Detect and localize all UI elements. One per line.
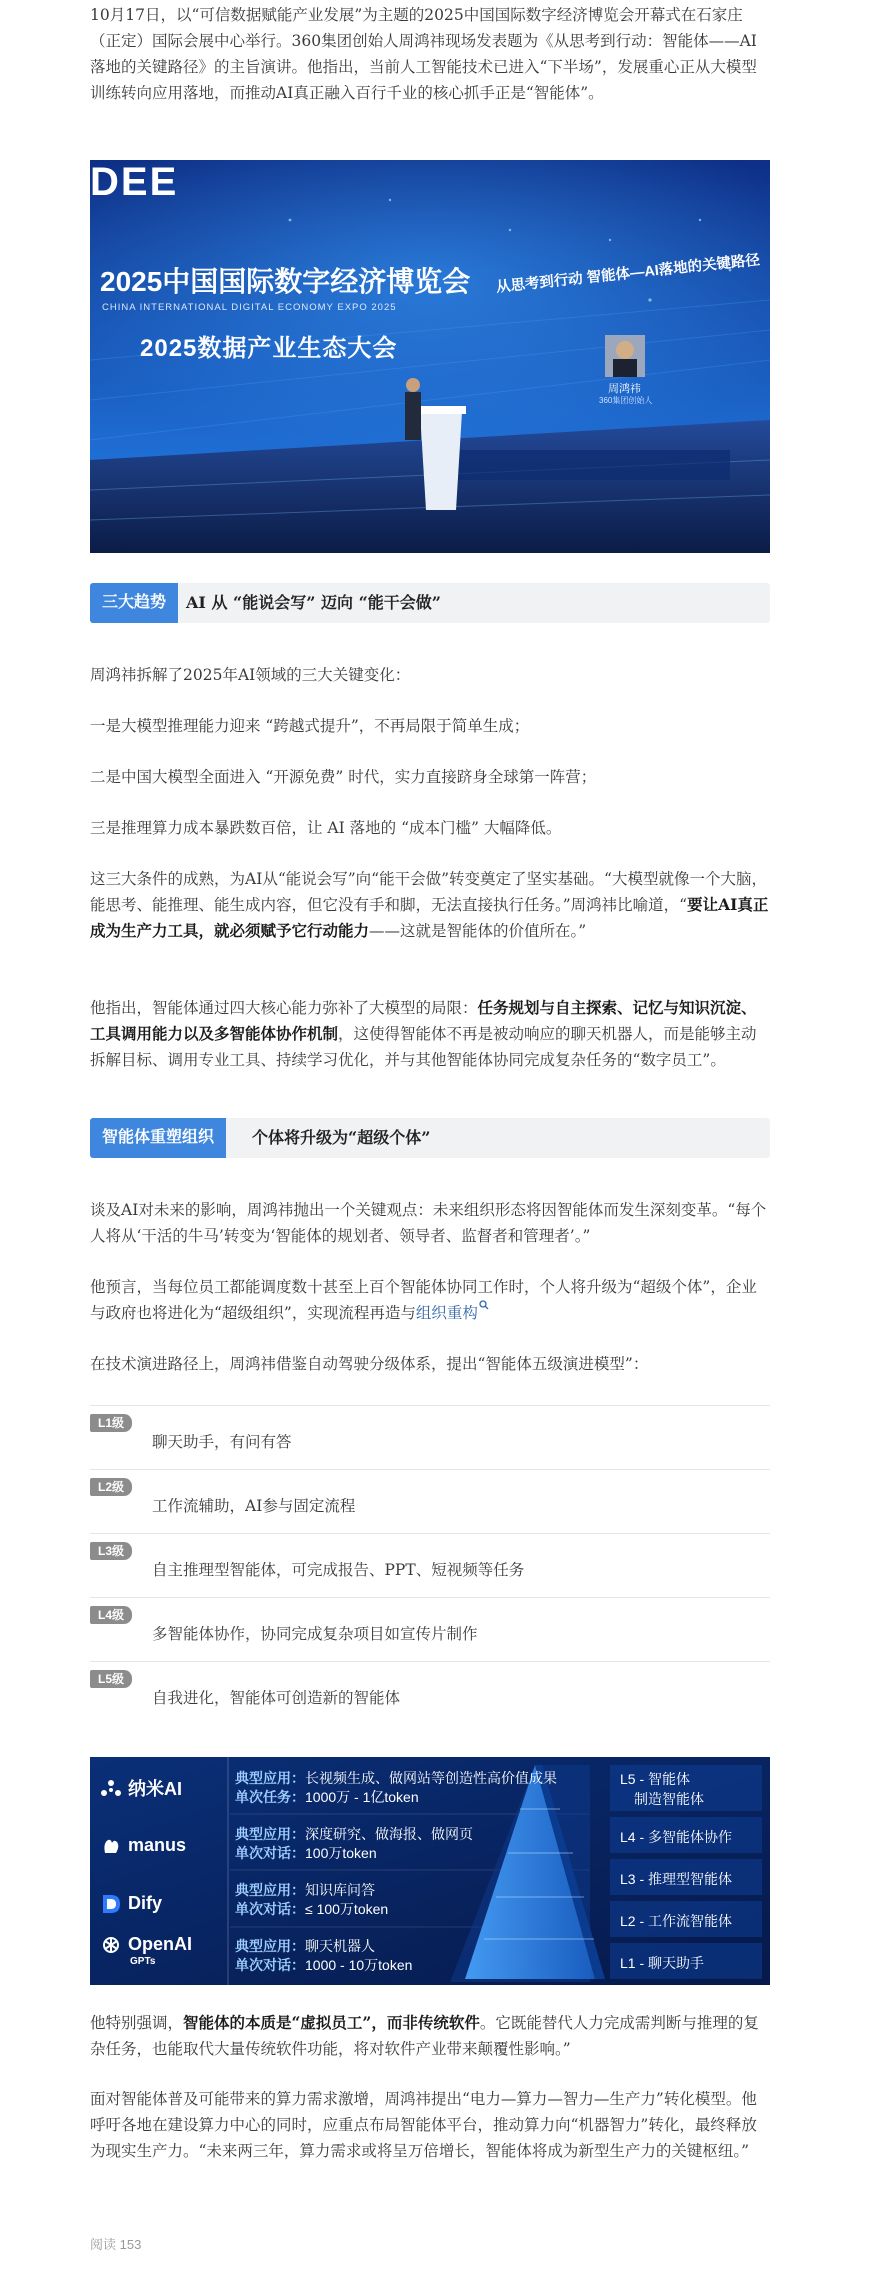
trend-3-paragraph: 三是推理算力成本暴跌数百倍，让 AI 落地的 “成本门槛” 大幅降低。 [90,819,562,837]
trend-2-paragraph: 二是中国大模型全面进入 “开源免费” 时代，实力直接跻身全球第一阵营； [90,768,597,786]
foundation-paragraph [90,866,770,944]
level-text: 自主推理型智能体，可完成报告、PPT、短视频等任务 [152,1561,525,1579]
app-value: 长视频生成、做网站等创造性高价值成果 [305,1770,557,1786]
level-text: 自我进化，智能体可创造新的智能体 [152,1689,401,1707]
level-badge: L5级 [90,1670,132,1688]
magnifier-icon[interactable] [479,1300,489,1310]
app-value: 1000 - 10万token [305,1957,413,1973]
brand-name: OpenAI [128,1934,193,1954]
bold-emphasis: 任务规划与自主探索、记忆与知识沉淀、工具调用能力以及多智能体协作机制 [90,998,757,1043]
compute-paragraph: 面对智能体普及可能带来的算力需求激增，周鸿祎提出“电力—算力—智力—生产力”转化模型。他呼吁各地在建设算力中心的同时，应重点布局智能体平台，推动算力向“机器智力”转化，最终释放为现实生产力。“未来两三年，算力需求或将呈万倍增长，智能体将成为新型生产力的关键枢纽。” [90,2090,757,2160]
text-run: ，这使得智能体不再是被动响应的聊天机器人，而是能够主动拆解目标、调用专业工具、持续学习优化，并与其他智能体协同完成复杂任务的“数字员工”。 [90,1025,757,1069]
level-row [90,1469,770,1530]
level-badge: L1级 [90,1414,132,1432]
brand-nano-ai [100,1767,222,1811]
brand-openai [100,1933,222,1977]
predict-paragraph [90,1274,770,1326]
app-value: 知识库问答 [305,1882,375,1898]
dify-logo-icon [100,1893,122,1915]
text-run: 。它既能替代人力完成需判断与推理的复杂任务，也能取代大量传统软件功能，将对软件产业带来颠覆性影响。” [90,2014,759,2058]
app-block-l3 [235,1881,388,1919]
level-text: 聊天助手，有问有答 [152,1433,292,1451]
expo-title-en: CHINA INTERNATIONAL DIGITAL ECONOMY EXPO 2025 [102,302,397,313]
text-run: ——这就是智能体的价值所在。” [369,922,587,940]
app-value: 聊天机器人 [305,1938,375,1954]
brand-manus [100,1823,222,1867]
section-heading-organization [90,1118,770,1158]
level-row [90,1661,770,1722]
level-badge: L3级 [90,1542,132,1560]
app-key: 典型应用： [235,1938,305,1954]
brand-dify [100,1881,222,1925]
text-run: 他特别强调， [90,2014,184,2032]
bold-emphasis: 智能体的本质是“虚拟员工”，而非传统软件 [183,2013,480,2032]
tier-label-l1: L1 - 聊天助手 [620,1955,705,1971]
app-value: 100万token [305,1845,377,1861]
app-value: ≤ 100万token [305,1901,389,1917]
brand-name: manus [128,1835,187,1855]
future-paragraph: 谈及AI对未来的影响，周鸿祎抛出一个关键观点：未来组织形态将因智能体而发生深刻变革。“每个人将从‘干活的牛马’转变为‘智能体的规划者、领导者、监督者和管理者’。” [90,1201,767,1245]
level-row [90,1405,770,1466]
bold-emphasis: 要让AI真正成为生产力工具，就必须赋予它行动能力 [90,895,769,940]
speaker-name: 周鸿祎 [608,383,641,395]
section-heading-trends [90,583,770,623]
brand-name: Dify [128,1893,163,1913]
level-badge: L2级 [90,1478,132,1496]
section-title: 个体将升级为“超级个体” [252,1128,431,1147]
app-key: 单次任务： [235,1789,305,1805]
text-run: 这三大条件的成熟，为AI从“能说会写”向“能干会做”转变奠定了坚实基础。“大模型就像一个大脑，能思考、能推理、能生成内容，但它没有手和脚，无法直接执行任务。”周鸿祎比喻道，“ [90,870,767,914]
level-row [90,1533,770,1594]
nano-ai-logo-icon [100,1779,122,1801]
brand-name: 纳米AI [128,1779,182,1799]
levels-intro-paragraph: 在技术演进路径上，周鸿祎借鉴自动驾驶分级体系，提出“智能体五级演进模型”： [90,1355,649,1373]
app-block-l4 [235,1825,473,1863]
text-run: 他预言，当每位员工都能调度数十甚至上百个智能体协同工作时，个人将升级为“超级个体”，企业与政府也将进化为“超级组织”，实现流程再造与 [90,1278,757,1322]
tier-label-l2: L2 - 工作流智能体 [620,1913,733,1929]
app-value: 1000万 - 1亿token [305,1789,419,1805]
openai-logo-icon [100,1934,122,1956]
app-key: 典型应用： [235,1882,305,1898]
app-key: 单次对话： [235,1845,305,1861]
expo-title-cn: 2025中国国际数字经济博览会 [100,266,471,297]
tier-label-l4: L4 - 多智能体协作 [620,1829,733,1845]
app-key: 单次对话： [235,1901,305,1917]
intro-paragraph: 10月17日，以“可信数据赋能产业发展”为主题的2025中国国际数字经济博览会开幕式在石家庄（正定）国际会展中心举行。360集团创始人周鸿祎现场发表题为《从思考到行动：智能体——AI落地的关键路径》的主旨演讲。他指出，当前人工智能技术已进入“下半场”，发展重心正从大模型训练转向应用落地，而推动AI真正融入百行千业的核心抓手正是“智能体”。 [90,6,757,102]
level-badge: L4级 [90,1606,132,1624]
forum-title: 2025数据产业生态大会 [140,335,398,362]
capability-paragraph [90,995,770,1073]
hero-image [90,160,770,553]
level-text: 工作流辅助，AI参与固定流程 [152,1497,356,1515]
app-value: 深度研究、做海报、做网页 [305,1826,473,1842]
expo-logo-fragment: DEE [90,160,179,204]
tier-label-text: 制造智能体 [634,1791,704,1807]
speaker-role: 360集团创始人 [599,396,653,405]
manus-logo-icon [100,1835,122,1857]
brand-subname: GPTs [130,1956,156,1968]
level-text: 多智能体协作，协同完成复杂项目如宣传片制作 [152,1625,478,1643]
speech-title: 从思考到行动 智能体—AI落地的关键路径 [495,252,761,296]
search-link-org-restructure[interactable]: 组织重构 [415,1304,478,1322]
app-key: 单次对话： [235,1957,305,1973]
app-block-l1 [235,1937,412,1975]
text-run: 他指出，智能体通过四大核心能力弥补了大模型的局限： [90,999,478,1017]
essence-paragraph [90,2010,770,2062]
app-block-l5 [235,1769,557,1807]
trend-1-paragraph: 一是大模型推理能力迎来 “跨越式提升”，不再局限于简单生成； [90,717,530,735]
read-count: 阅读 153 [90,2237,142,2252]
app-key: 典型应用： [235,1770,305,1786]
level-row [90,1597,770,1658]
agent-level-pyramid-infographic [90,1757,770,1985]
section-tag: 三大趋势 [90,583,178,623]
section-title: AI 从 “能说会写” 迈向 “能干会做” [186,593,441,612]
tier-label-l5 [620,1769,704,1809]
app-key: 典型应用： [235,1826,305,1842]
section-tag: 智能体重塑组织 [90,1118,226,1158]
trends-intro-paragraph: 周鸿祎拆解了2025年AI领域的三大关键变化： [90,666,411,684]
tier-label-text: L5 - 智能体 [620,1771,691,1787]
tier-label-l3: L3 - 推理型智能体 [620,1871,733,1887]
